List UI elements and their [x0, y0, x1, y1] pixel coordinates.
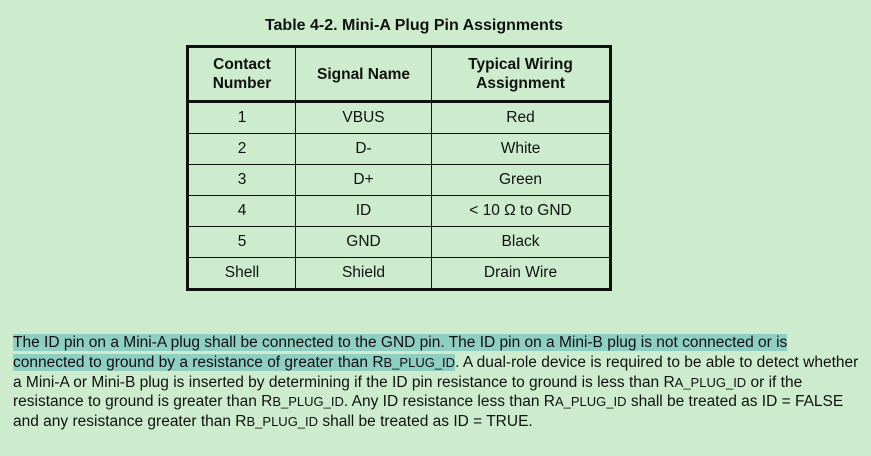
table-header-row — [188, 47, 611, 102]
wiring-cell: White — [432, 134, 611, 165]
contact-cell: 4 — [188, 196, 296, 227]
header-signal-name: Signal Name — [296, 47, 432, 102]
wiring-cell: < 10 Ω to GND — [432, 196, 611, 227]
contact-cell: 3 — [188, 165, 296, 196]
wiring-cell: Black — [432, 227, 611, 258]
table-caption: Table 4-2. Mini-A Plug Pin Assignments — [264, 17, 564, 34]
highlighted-text: The ID pin on a Mini-A plug shall be connected to the GND pin. The ID pin on a Mini-B plug is not connected or is connected to ground by a resistance of greater than RB_PLUG_ID — [13, 334, 788, 371]
rb-plug-id-subscript: B_PLUG_ID — [246, 414, 319, 430]
body-paragraph: The ID pin on a Mini-A plug shall be connected to the GND pin. The ID pin on a Mini-B plug is not connected or is connected to ground by a resistance of greater than RB_PLUG_ID. A dual-role device is required to be able to detect whether a Mini-A or Mini-B plug is inserted by determining if the ID pin resistance to ground is less than RA_PLUG_ID or if the resistance to ground is greater than RB_PLUG_ID. Any ID resistance less than RA_PLUG_ID shall be treated as ID = FALSE and any resistance greater than RB_PLUG_ID shall be treated as ID = TRUE. — [13, 334, 859, 431]
wiring-cell: Red — [432, 102, 611, 134]
signal-cell: GND — [296, 227, 432, 258]
ra-plug-id-subscript: A_PLUG_ID — [554, 394, 627, 410]
contact-cell: 2 — [188, 134, 296, 165]
pin-assignment-table — [186, 45, 612, 291]
contact-cell: Shell — [188, 258, 296, 290]
contact-cell: 5 — [188, 227, 296, 258]
header-typical-wiring: Typical Wiring Assignment — [432, 47, 611, 102]
header-contact-number: Contact Number — [188, 47, 296, 102]
signal-cell: D- — [296, 134, 432, 165]
rb-plug-id-subscript: B_PLUG_ID — [272, 394, 344, 410]
rb-plug-id-subscript: B_PLUG_ID — [383, 354, 456, 370]
wiring-cell: Green — [432, 165, 611, 196]
table-row — [188, 227, 611, 258]
signal-cell: Shield — [296, 258, 432, 290]
signal-cell: VBUS — [296, 102, 432, 134]
signal-cell: D+ — [296, 165, 432, 196]
table-row — [188, 134, 611, 165]
contact-cell: 1 — [188, 102, 296, 134]
table-row — [188, 196, 611, 227]
ra-plug-id-subscript: A_PLUG_ID — [674, 374, 747, 390]
wiring-cell: Drain Wire — [432, 258, 611, 290]
table-row — [188, 258, 611, 290]
table-row — [188, 165, 611, 196]
table-row — [188, 102, 611, 134]
signal-cell: ID — [296, 196, 432, 227]
